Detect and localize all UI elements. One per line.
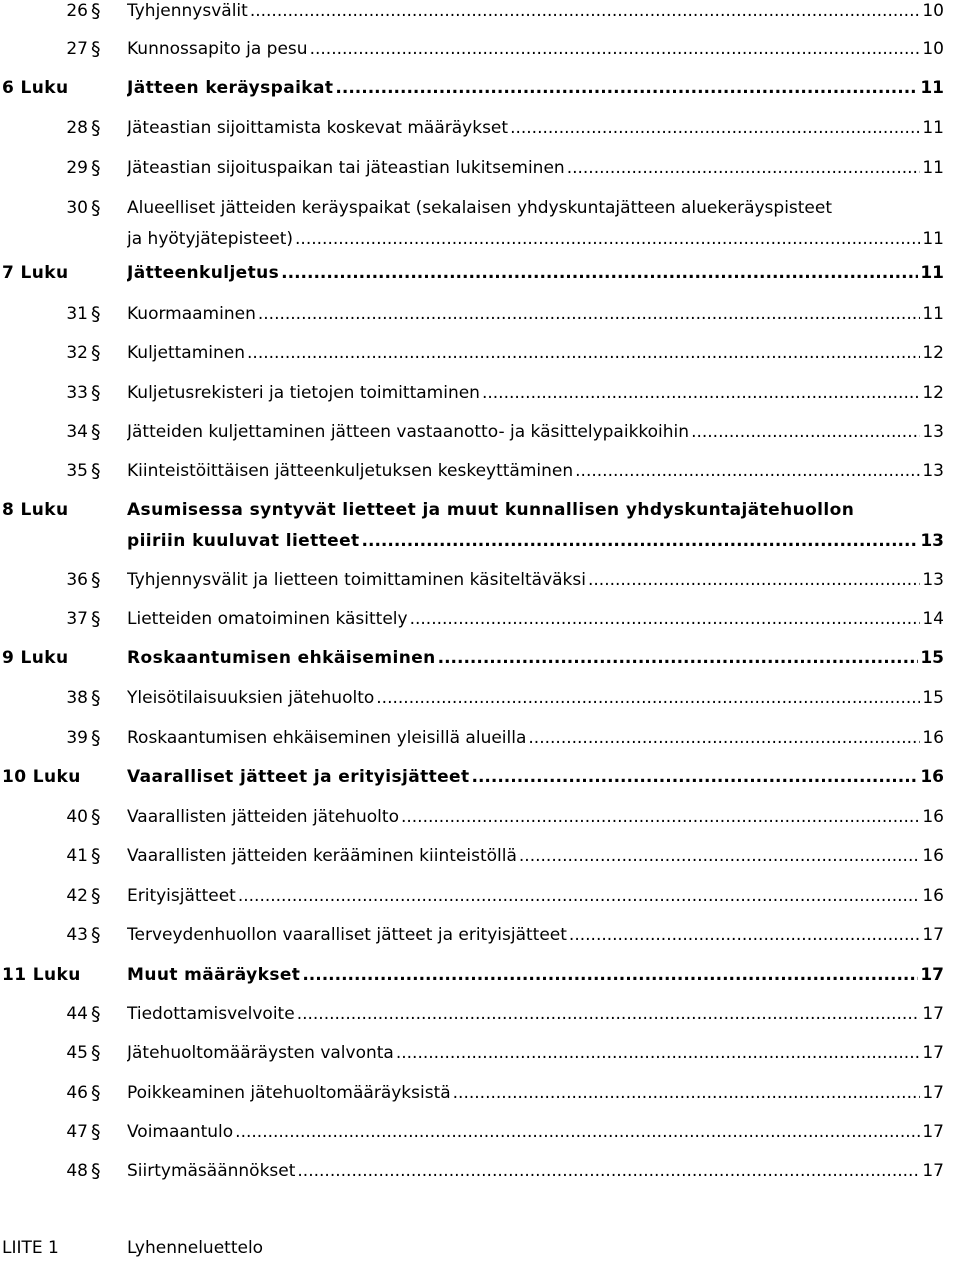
section-sign: § bbox=[91, 885, 101, 907]
entry-title: Tyhjennysvälit ja lietteen toimittaminen käsiteltäväksi bbox=[127, 570, 586, 590]
page-number: 17 bbox=[922, 1122, 944, 1142]
toc-chapter-row[interactable] bbox=[0, 77, 960, 99]
dot-leader bbox=[588, 569, 920, 591]
dot-leader bbox=[569, 924, 920, 946]
section-number: 26 bbox=[66, 1, 88, 21]
page-number: 11 bbox=[920, 78, 944, 98]
toc-section-row[interactable] bbox=[0, 38, 960, 60]
section-number: 35 bbox=[66, 461, 88, 481]
entry-title: Voimaantulo bbox=[127, 1122, 234, 1142]
toc-section-row[interactable] bbox=[0, 157, 960, 179]
entry-line bbox=[127, 530, 944, 552]
entry-line bbox=[127, 1121, 944, 1143]
section-sign: § bbox=[91, 0, 101, 22]
dot-leader bbox=[247, 342, 920, 364]
dot-leader bbox=[691, 421, 920, 443]
dot-leader bbox=[238, 885, 921, 907]
entry-title: Roskaantumisen ehkäiseminen yleisillä alueilla bbox=[127, 728, 527, 748]
section-number: 43 bbox=[66, 925, 88, 945]
section-sign: § bbox=[91, 382, 101, 404]
section-sign: § bbox=[91, 608, 101, 630]
entry-line bbox=[127, 569, 944, 591]
section-number: 31 bbox=[66, 304, 88, 324]
dot-leader bbox=[258, 303, 921, 325]
toc-section-row[interactable] bbox=[0, 0, 960, 22]
section-sign: § bbox=[91, 421, 101, 443]
section-number: 34 bbox=[66, 422, 88, 442]
entry-line bbox=[127, 342, 944, 364]
section-number: 41 bbox=[66, 846, 88, 866]
section-sign: § bbox=[91, 806, 101, 828]
entry-title: Kiinteistöittäisen jätteenkuljetuksen keskeyttäminen bbox=[127, 461, 574, 481]
dot-leader bbox=[335, 77, 918, 99]
toc-chapter-row[interactable] bbox=[0, 964, 960, 986]
entry-line bbox=[127, 117, 944, 139]
toc-chapter-row[interactable] bbox=[0, 766, 960, 788]
entry-line bbox=[127, 924, 944, 946]
entry-line bbox=[127, 766, 944, 788]
toc-chapter-row[interactable] bbox=[0, 499, 960, 551]
section-sign: § bbox=[91, 460, 101, 482]
page-number: 17 bbox=[922, 1161, 944, 1181]
entry-line bbox=[127, 1042, 944, 1064]
entry-title: Jätteenkuljetus bbox=[127, 263, 280, 283]
page-number: 13 bbox=[922, 422, 944, 442]
entry-line bbox=[127, 228, 944, 250]
section-sign: § bbox=[91, 1082, 101, 1104]
toc-section-row[interactable] bbox=[0, 1082, 960, 1104]
entry-line bbox=[127, 687, 944, 709]
dot-leader bbox=[528, 727, 920, 749]
chapter-number: 10 Luku bbox=[2, 767, 81, 787]
dot-leader bbox=[575, 460, 920, 482]
chapter-number: 11 Luku bbox=[2, 965, 81, 985]
entry-title: Alueelliset jätteiden keräyspaikat (sekalaisen yhdyskuntajätteen aluekeräyspisteet bbox=[127, 198, 833, 218]
entry-title: Tiedottamisvelvoite bbox=[127, 1004, 295, 1024]
page-number: 14 bbox=[922, 609, 944, 629]
page-number: 16 bbox=[922, 728, 944, 748]
dot-leader bbox=[362, 530, 919, 552]
dot-leader bbox=[438, 647, 919, 669]
entry-title: Roskaantumisen ehkäiseminen bbox=[127, 648, 436, 668]
page-number: 11 bbox=[920, 263, 944, 283]
toc-section-row[interactable] bbox=[0, 303, 960, 325]
section-sign: § bbox=[91, 342, 101, 364]
page-number: 11 bbox=[922, 229, 944, 249]
entry-line bbox=[127, 303, 944, 325]
page-number: 16 bbox=[922, 846, 944, 866]
page-number: 15 bbox=[920, 648, 944, 668]
toc-section-row[interactable] bbox=[0, 197, 960, 249]
entry-line bbox=[127, 647, 944, 669]
entry-line bbox=[127, 0, 944, 22]
page-number: 17 bbox=[920, 965, 944, 985]
dot-leader bbox=[297, 1160, 920, 1182]
dot-leader bbox=[295, 228, 920, 250]
page-number: 17 bbox=[922, 1043, 944, 1063]
section-number: 37 bbox=[66, 609, 88, 629]
section-number: 46 bbox=[66, 1083, 88, 1103]
dot-leader bbox=[376, 687, 920, 709]
toc-section-row[interactable] bbox=[0, 885, 960, 907]
section-number: 39 bbox=[66, 728, 88, 748]
section-number: 36 bbox=[66, 570, 88, 590]
dot-leader bbox=[567, 157, 921, 179]
page-number: 13 bbox=[922, 570, 944, 590]
dot-leader bbox=[472, 766, 919, 788]
toc-section-row[interactable] bbox=[0, 687, 960, 709]
page-number: 12 bbox=[922, 383, 944, 403]
entry-line bbox=[127, 262, 944, 284]
page-number: 11 bbox=[922, 304, 944, 324]
dot-leader bbox=[310, 38, 921, 60]
page-number: 17 bbox=[922, 925, 944, 945]
page-number: 16 bbox=[920, 767, 944, 787]
page-number: 17 bbox=[922, 1083, 944, 1103]
dot-leader bbox=[482, 382, 920, 404]
section-sign: § bbox=[91, 197, 101, 219]
page-number: 10 bbox=[922, 39, 944, 59]
entry-line bbox=[127, 806, 944, 828]
entry-title: Kuljettaminen bbox=[127, 343, 246, 363]
entry-line bbox=[127, 608, 944, 630]
dot-leader bbox=[281, 262, 918, 284]
toc-section-row[interactable] bbox=[0, 569, 960, 591]
dot-leader bbox=[297, 1003, 921, 1025]
dot-leader bbox=[401, 806, 920, 828]
section-sign: § bbox=[91, 727, 101, 749]
section-sign: § bbox=[91, 1042, 101, 1064]
toc-section-row[interactable] bbox=[0, 342, 960, 364]
toc-section-row[interactable] bbox=[0, 460, 960, 482]
entry-title: Siirtymäsäännökset bbox=[127, 1161, 296, 1181]
page-number: 12 bbox=[922, 343, 944, 363]
appendix-label: LIITE 1 bbox=[2, 1238, 59, 1258]
section-sign: § bbox=[91, 845, 101, 867]
entry-title: Jätteen keräyspaikat bbox=[127, 78, 334, 98]
chapter-number: 6 Luku bbox=[2, 78, 69, 98]
page-number: 17 bbox=[922, 1004, 944, 1024]
section-number: 44 bbox=[66, 1004, 88, 1024]
dot-leader bbox=[510, 117, 920, 139]
entry-line bbox=[127, 964, 944, 986]
toc-chapter-row[interactable] bbox=[0, 262, 960, 284]
entry-title: Poikkeaminen jätehuoltomääräyksistä bbox=[127, 1083, 451, 1103]
chapter-number: 7 Luku bbox=[2, 263, 69, 283]
page-number: 11 bbox=[922, 158, 944, 178]
entry-title: Yleisötilaisuuksien jätehuolto bbox=[127, 688, 375, 708]
dot-leader bbox=[410, 608, 921, 630]
toc-section-row[interactable] bbox=[0, 1003, 960, 1025]
toc-section-row[interactable] bbox=[0, 382, 960, 404]
entry-title: Erityisjätteet bbox=[127, 886, 236, 906]
dot-leader bbox=[453, 1082, 921, 1104]
entry-title: Tyhjennysvälit bbox=[127, 1, 248, 21]
toc-section-row[interactable] bbox=[0, 1121, 960, 1143]
entry-line bbox=[127, 1003, 944, 1025]
entry-line bbox=[127, 885, 944, 907]
entry-title: Jätehuoltomääräysten valvonta bbox=[127, 1043, 394, 1063]
toc-section-row[interactable] bbox=[0, 1042, 960, 1064]
section-sign: § bbox=[91, 687, 101, 709]
entry-title-continuation: piiriin kuuluvat lietteet bbox=[127, 531, 360, 551]
section-number: 47 bbox=[66, 1122, 88, 1142]
section-number: 40 bbox=[66, 807, 88, 827]
toc-section-row[interactable] bbox=[0, 421, 960, 443]
section-number: 30 bbox=[66, 198, 88, 218]
section-number: 48 bbox=[66, 1161, 88, 1181]
entry-title: Vaarallisten jätteiden jätehuolto bbox=[127, 807, 399, 827]
section-number: 42 bbox=[66, 886, 88, 906]
entry-title: Kuormaaminen bbox=[127, 304, 256, 324]
entry-title: Vaaralliset jätteet ja erityisjätteet bbox=[127, 767, 470, 787]
chapter-number: 9 Luku bbox=[2, 648, 69, 668]
section-sign: § bbox=[91, 38, 101, 60]
toc-section-row[interactable] bbox=[0, 1160, 960, 1182]
section-sign: § bbox=[91, 117, 101, 139]
section-sign: § bbox=[91, 924, 101, 946]
entry-title: Jätteiden kuljettaminen jätteen vastaanotto- ja käsittelypaikkoihin bbox=[127, 422, 690, 442]
section-number: 38 bbox=[66, 688, 88, 708]
entry-line bbox=[127, 421, 944, 443]
toc-section-row[interactable] bbox=[0, 727, 960, 749]
toc-section-row[interactable] bbox=[0, 924, 960, 946]
toc-section-row[interactable] bbox=[0, 117, 960, 139]
entry-title: Jäteastian sijoituspaikan tai jäteastian lukitseminen bbox=[127, 158, 565, 178]
entry-title: Muut määräykset bbox=[127, 965, 301, 985]
section-number: 29 bbox=[66, 158, 88, 178]
page-number: 11 bbox=[922, 118, 944, 138]
chapter-number: 8 Luku bbox=[2, 500, 69, 520]
section-number: 45 bbox=[66, 1043, 88, 1063]
entry-title: Kuljetusrekisteri ja tietojen toimittaminen bbox=[127, 383, 480, 403]
section-number: 28 bbox=[66, 118, 88, 138]
dot-leader bbox=[302, 964, 918, 986]
section-number: 27 bbox=[66, 39, 88, 59]
entry-title-continuation: ja hyötyjätepisteet) bbox=[127, 229, 294, 249]
page-number: 16 bbox=[922, 886, 944, 906]
page-number: 16 bbox=[922, 807, 944, 827]
entry-title: Lietteiden omatoiminen käsittely bbox=[127, 609, 408, 629]
section-sign: § bbox=[91, 303, 101, 325]
page-number: 10 bbox=[922, 1, 944, 21]
dot-leader bbox=[235, 1121, 920, 1143]
entry-title: Terveydenhuollon vaaralliset jätteet ja erityisjätteet bbox=[127, 925, 567, 945]
section-sign: § bbox=[91, 1121, 101, 1143]
section-sign: § bbox=[91, 569, 101, 591]
entry-title: Asumisessa syntyvät lietteet ja muut kunnallisen yhdyskuntajätehuollon bbox=[127, 500, 855, 520]
entry-line bbox=[127, 157, 944, 179]
toc-section-row[interactable] bbox=[0, 608, 960, 630]
entry-line bbox=[127, 77, 944, 99]
entry-line bbox=[127, 845, 944, 867]
appendix-title: Lyhenneluettelo bbox=[127, 1238, 264, 1258]
entry-line bbox=[127, 727, 944, 749]
section-sign: § bbox=[91, 1160, 101, 1182]
entry-line bbox=[127, 1082, 944, 1104]
entry-title: Jäteastian sijoittamista koskevat määräykset bbox=[127, 118, 509, 138]
section-sign: § bbox=[91, 1003, 101, 1025]
toc-chapter-row[interactable] bbox=[0, 647, 960, 669]
section-number: 33 bbox=[66, 383, 88, 403]
dot-leader bbox=[396, 1042, 921, 1064]
entry-line bbox=[127, 382, 944, 404]
page-number: 13 bbox=[920, 531, 944, 551]
page-number: 13 bbox=[922, 461, 944, 481]
toc-section-row[interactable] bbox=[0, 845, 960, 867]
entry-line bbox=[127, 460, 944, 482]
section-sign: § bbox=[91, 157, 101, 179]
toc-section-row[interactable] bbox=[0, 806, 960, 828]
entry-line bbox=[127, 38, 944, 60]
dot-leader bbox=[519, 845, 920, 867]
entry-title: Kunnossapito ja pesu bbox=[127, 39, 308, 59]
entry-title: Vaarallisten jätteiden kerääminen kiinteistöllä bbox=[127, 846, 517, 866]
dot-leader bbox=[250, 0, 921, 22]
entry-line bbox=[127, 1160, 944, 1182]
section-number: 32 bbox=[66, 343, 88, 363]
page-number: 15 bbox=[922, 688, 944, 708]
